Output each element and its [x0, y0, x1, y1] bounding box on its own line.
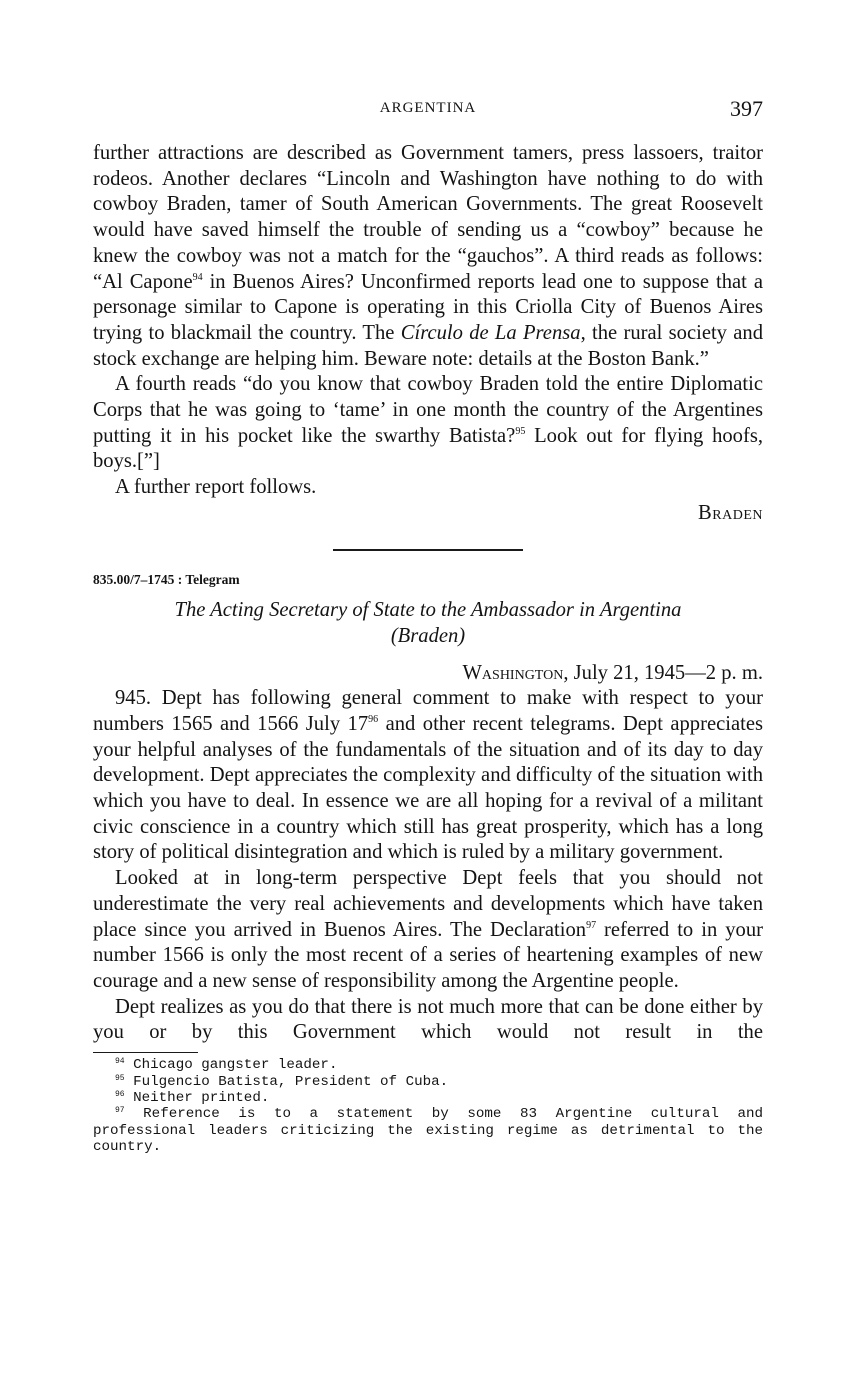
paragraph-text: in Buenos Aires? Unconfirmed reports lead one to suppose that a personage similar to Capone is operating in this Criolla City of Buenos Aires trying to blackmail the country. The — [93, 270, 763, 344]
page-body — [93, 141, 763, 1156]
paragraph-3: A further report follows. — [115, 476, 317, 499]
dateline-date: , July 21, 1945—2 p. m. — [563, 661, 763, 684]
document-title — [93, 597, 763, 649]
paragraph-1 — [93, 141, 763, 372]
paragraph-text: referred to in your number 1566 is only the most recent of a series of heartening examples of new courage and a new sense of responsibility among the Argentine people. — [93, 918, 763, 992]
document-title-line-1: The Acting Secretary of State to the Ambassador in Argentina — [174, 598, 682, 621]
footnote-text: Reference is to a statement by some 83 Argentine cultural and professional leaders criticizing the existing regime as detrimental to the country. — [93, 1106, 763, 1156]
paragraph-text: and other recent telegrams. Dept appreciates your helpful analyses of the fundamentals of the situation and of its day to day development. Dept appreciates the complexity and difficulty of the situation with which you have to deal. In essence we are all hoping for a revival of a militant civic conscience in a country which still has great prosperity, which has a long story of political disintegration and which is ruled by a military government. — [93, 712, 763, 864]
dateline-place: Washington — [462, 661, 564, 684]
paragraph-text: Looked at in long-term perspective Dept feels that you should not underestimate the very real achievements and developments which have taken place since you arrived in Buenos Aires. The Declaration — [93, 867, 763, 941]
paragraph-2 — [93, 372, 763, 475]
footnote — [93, 1074, 763, 1090]
footnote — [93, 1057, 763, 1073]
footnote-text: Fulgencio Batista, President of Cuba. — [124, 1073, 449, 1090]
footnote-text: Neither printed. — [124, 1089, 270, 1106]
page-number: 397 — [730, 96, 763, 121]
dateline — [93, 661, 763, 687]
paragraph-text: 945. Dept has following general comment to make with respect to your numbers 1565 and 1566 July 17 — [93, 687, 763, 735]
page-header — [93, 96, 763, 124]
footnote-number: 96 — [115, 1089, 125, 1099]
footnote-ref: 96 — [368, 713, 379, 725]
running-head: ARGENTINA — [379, 100, 477, 116]
paragraph-6: Dept realizes as you do that there is not much more that can be done either by you or by this Government which would not result in the — [93, 995, 763, 1044]
signature: Braden — [698, 501, 763, 524]
footnote-number: 95 — [115, 1073, 125, 1083]
footnote-divider — [93, 1052, 198, 1053]
footnote-ref: 94 — [192, 271, 203, 283]
footnote-ref: 97 — [586, 919, 597, 931]
footnote-text: Chicago gangster leader. — [124, 1057, 338, 1074]
paragraph-text: A fourth reads “do you know that cowboy Braden told the entire Diplomatic Corps that he was going to ‘tame’ in one month the country of the Argentines putting it in his pocket like the swarthy Batista? — [93, 373, 763, 447]
footnote — [93, 1106, 763, 1155]
italic-title: Círculo de La Prensa — [400, 321, 581, 344]
footnotes — [93, 1057, 763, 1155]
paragraph-4 — [93, 686, 763, 866]
paragraph-text: , the rural society and stock exchange are helping him. Beware note: details at the Boston Bank.” — [93, 321, 764, 370]
paragraph-5 — [93, 866, 763, 995]
document-title-line-2: (Braden) — [390, 624, 466, 647]
file-reference: 835.00/7–1745 : Telegram — [93, 571, 240, 587]
section-divider — [333, 549, 523, 551]
footnote-number: 94 — [115, 1057, 125, 1067]
paragraph-text: Look out for flying hoofs, boys.[”] — [93, 424, 763, 473]
footnote — [93, 1090, 763, 1106]
footnote-number: 97 — [115, 1106, 125, 1116]
footnote-ref: 95 — [515, 425, 526, 437]
paragraph-text: further attractions are described as Government tamers, press lassoers, traitor rodeos. Another declares “Lincoln and Washington have nothing to do with cowboy Braden, tamer of South American Governments. The great Roosevelt would have saved himself the trouble of sending us a “cowboy” because he knew the cowboy was not a match for the “gauchos”. A third reads as follows: “Al Capone — [93, 142, 763, 293]
